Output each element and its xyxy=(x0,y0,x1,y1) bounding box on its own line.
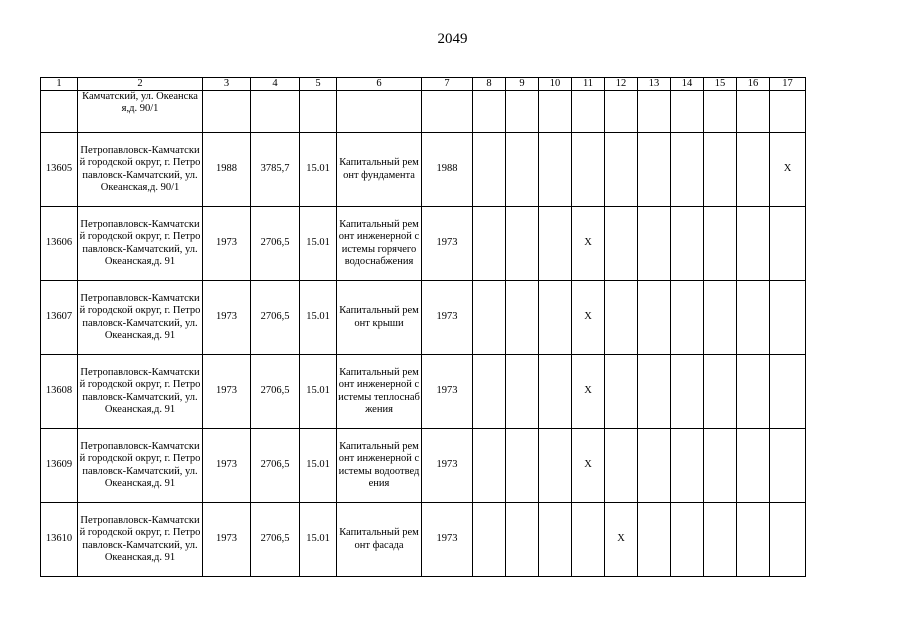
year-repair-cell: 1973 xyxy=(422,281,473,355)
work-type-cell: Капитальный ремонт инженерной системы водоотведения xyxy=(337,429,422,503)
mark-cell: X xyxy=(770,133,806,207)
mark-cell xyxy=(638,355,671,429)
address-cell: Петропавловск-Камчатский городской округ, г. Петропавловск-Камчатский, ул. Океанская,д. 91 xyxy=(78,355,203,429)
mark-cell xyxy=(737,133,770,207)
mark-cell xyxy=(638,281,671,355)
header-cell: 7 xyxy=(422,78,473,91)
year-built-cell: 1973 xyxy=(203,207,251,281)
header-cell: 10 xyxy=(539,78,572,91)
year-built-cell: 1988 xyxy=(203,133,251,207)
row-id-cell: 13607 xyxy=(41,281,78,355)
mark-cell xyxy=(638,429,671,503)
mark-cell xyxy=(704,207,737,281)
cell-empty xyxy=(337,91,422,133)
cell-empty xyxy=(605,91,638,133)
header-cell: 13 xyxy=(638,78,671,91)
mark-cell xyxy=(671,281,704,355)
work-type-cell: Капитальный ремонт фасада xyxy=(337,503,422,577)
repair-program-table xyxy=(40,77,806,577)
mark-cell xyxy=(572,133,605,207)
header-cell: 17 xyxy=(770,78,806,91)
mark-cell xyxy=(605,133,638,207)
code-cell: 15.01 xyxy=(300,429,337,503)
mark-cell xyxy=(605,207,638,281)
code-cell: 15.01 xyxy=(300,503,337,577)
table-row xyxy=(41,281,806,355)
year-repair-cell: 1988 xyxy=(422,133,473,207)
work-type-cell: Капитальный ремонт инженерной системы горячего водоснабжения xyxy=(337,207,422,281)
mark-cell xyxy=(737,207,770,281)
mark-cell xyxy=(539,503,572,577)
code-cell: 15.01 xyxy=(300,281,337,355)
year-built-cell: 1973 xyxy=(203,429,251,503)
mark-cell xyxy=(770,281,806,355)
header-cell: 6 xyxy=(337,78,422,91)
mark-cell xyxy=(473,207,506,281)
row-id-cell: 13610 xyxy=(41,503,78,577)
year-built-cell: 1973 xyxy=(203,281,251,355)
mark-cell xyxy=(572,503,605,577)
address-cell: Петропавловск-Камчатский городской округ, г. Петропавловск-Камчатский, ул. Океанская,д. 91 xyxy=(78,503,203,577)
mark-cell xyxy=(539,281,572,355)
mark-cell xyxy=(704,429,737,503)
mark-cell xyxy=(770,503,806,577)
mark-cell xyxy=(506,281,539,355)
mark-cell xyxy=(473,133,506,207)
mark-cell xyxy=(539,429,572,503)
row-id-cell: 13609 xyxy=(41,429,78,503)
mark-cell xyxy=(539,133,572,207)
header-row xyxy=(41,78,806,91)
year-repair-cell: 1973 xyxy=(422,355,473,429)
mark-cell xyxy=(737,429,770,503)
continuation-row xyxy=(41,91,806,133)
header-cell: 8 xyxy=(473,78,506,91)
header-cell: 1 xyxy=(41,78,78,91)
header-cell: 2 xyxy=(78,78,203,91)
mark-cell xyxy=(638,207,671,281)
mark-cell: X xyxy=(572,281,605,355)
area-cell: 3785,7 xyxy=(251,133,300,207)
cell-empty xyxy=(704,91,737,133)
header-cell: 5 xyxy=(300,78,337,91)
cell-empty xyxy=(572,91,605,133)
year-built-cell: 1973 xyxy=(203,503,251,577)
mark-cell xyxy=(704,133,737,207)
year-repair-cell: 1973 xyxy=(422,207,473,281)
mark-cell xyxy=(770,355,806,429)
table-row xyxy=(41,207,806,281)
mark-cell xyxy=(737,355,770,429)
mark-cell xyxy=(704,355,737,429)
mark-cell xyxy=(605,355,638,429)
cell-empty xyxy=(539,91,572,133)
address-cell: Петропавловск-Камчатский городской округ, г. Петропавловск-Камчатский, ул. Океанская,д. 91 xyxy=(78,207,203,281)
cell-empty xyxy=(737,91,770,133)
table-row xyxy=(41,429,806,503)
continuation-address-cell: Камчатский, ул. Океанская,д. 90/1 xyxy=(78,91,203,133)
area-cell: 2706,5 xyxy=(251,503,300,577)
cell-empty xyxy=(251,91,300,133)
mark-cell xyxy=(539,207,572,281)
mark-cell: X xyxy=(605,503,638,577)
mark-cell xyxy=(671,207,704,281)
cell-empty xyxy=(300,91,337,133)
area-cell: 2706,5 xyxy=(251,207,300,281)
year-repair-cell: 1973 xyxy=(422,503,473,577)
mark-cell: X xyxy=(572,355,605,429)
header-cell: 12 xyxy=(605,78,638,91)
mark-cell xyxy=(737,281,770,355)
cell-empty xyxy=(671,91,704,133)
mark-cell xyxy=(770,429,806,503)
header-cell: 4 xyxy=(251,78,300,91)
page-number: 2049 xyxy=(437,31,468,47)
mark-cell: X xyxy=(572,207,605,281)
row-id-cell: 13605 xyxy=(41,133,78,207)
mark-cell xyxy=(473,281,506,355)
mark-cell xyxy=(671,429,704,503)
mark-cell xyxy=(671,355,704,429)
address-cell: Петропавловск-Камчатский городской округ, г. Петропавловск-Камчатский, ул. Океанская,д. 91 xyxy=(78,281,203,355)
mark-cell xyxy=(737,503,770,577)
mark-cell xyxy=(605,429,638,503)
row-id-cell: 13606 xyxy=(41,207,78,281)
header-cell: 15 xyxy=(704,78,737,91)
mark-cell xyxy=(638,133,671,207)
mark-cell xyxy=(473,355,506,429)
header-cell: 3 xyxy=(203,78,251,91)
header-cell: 11 xyxy=(572,78,605,91)
work-type-cell: Капитальный ремонт фундамента xyxy=(337,133,422,207)
area-cell: 2706,5 xyxy=(251,355,300,429)
mark-cell xyxy=(506,429,539,503)
work-type-cell: Капитальный ремонт крыши xyxy=(337,281,422,355)
cell-empty xyxy=(203,91,251,133)
mark-cell xyxy=(605,281,638,355)
mark-cell xyxy=(473,429,506,503)
area-cell: 2706,5 xyxy=(251,281,300,355)
row-id-cell: 13608 xyxy=(41,355,78,429)
mark-cell xyxy=(506,133,539,207)
code-cell: 15.01 xyxy=(300,133,337,207)
cell-empty xyxy=(41,91,78,133)
table-row xyxy=(41,503,806,577)
mark-cell xyxy=(506,355,539,429)
code-cell: 15.01 xyxy=(300,355,337,429)
mark-cell xyxy=(704,503,737,577)
area-cell: 2706,5 xyxy=(251,429,300,503)
cell-empty xyxy=(422,91,473,133)
mark-cell xyxy=(539,355,572,429)
mark-cell xyxy=(506,207,539,281)
work-type-cell: Капитальный ремонт инженерной системы теплоснабжения xyxy=(337,355,422,429)
header-cell: 9 xyxy=(506,78,539,91)
cell-empty xyxy=(638,91,671,133)
cell-empty xyxy=(506,91,539,133)
mark-cell: X xyxy=(572,429,605,503)
header-cell: 16 xyxy=(737,78,770,91)
address-cell: Петропавловск-Камчатский городской округ, г. Петропавловск-Камчатский, ул. Океанская,д. 91 xyxy=(78,429,203,503)
address-cell: Петропавловск-Камчатский городской округ, г. Петропавловск-Камчатский, ул. Океанская,д. 90/1 xyxy=(78,133,203,207)
mark-cell xyxy=(770,207,806,281)
header-cell: 14 xyxy=(671,78,704,91)
cell-empty xyxy=(770,91,806,133)
year-built-cell: 1973 xyxy=(203,355,251,429)
year-repair-cell: 1973 xyxy=(422,429,473,503)
code-cell: 15.01 xyxy=(300,207,337,281)
mark-cell xyxy=(506,503,539,577)
mark-cell xyxy=(671,133,704,207)
mark-cell xyxy=(704,281,737,355)
cell-empty xyxy=(473,91,506,133)
mark-cell xyxy=(638,503,671,577)
mark-cell xyxy=(671,503,704,577)
table-row xyxy=(41,355,806,429)
mark-cell xyxy=(473,503,506,577)
table-row xyxy=(41,133,806,207)
